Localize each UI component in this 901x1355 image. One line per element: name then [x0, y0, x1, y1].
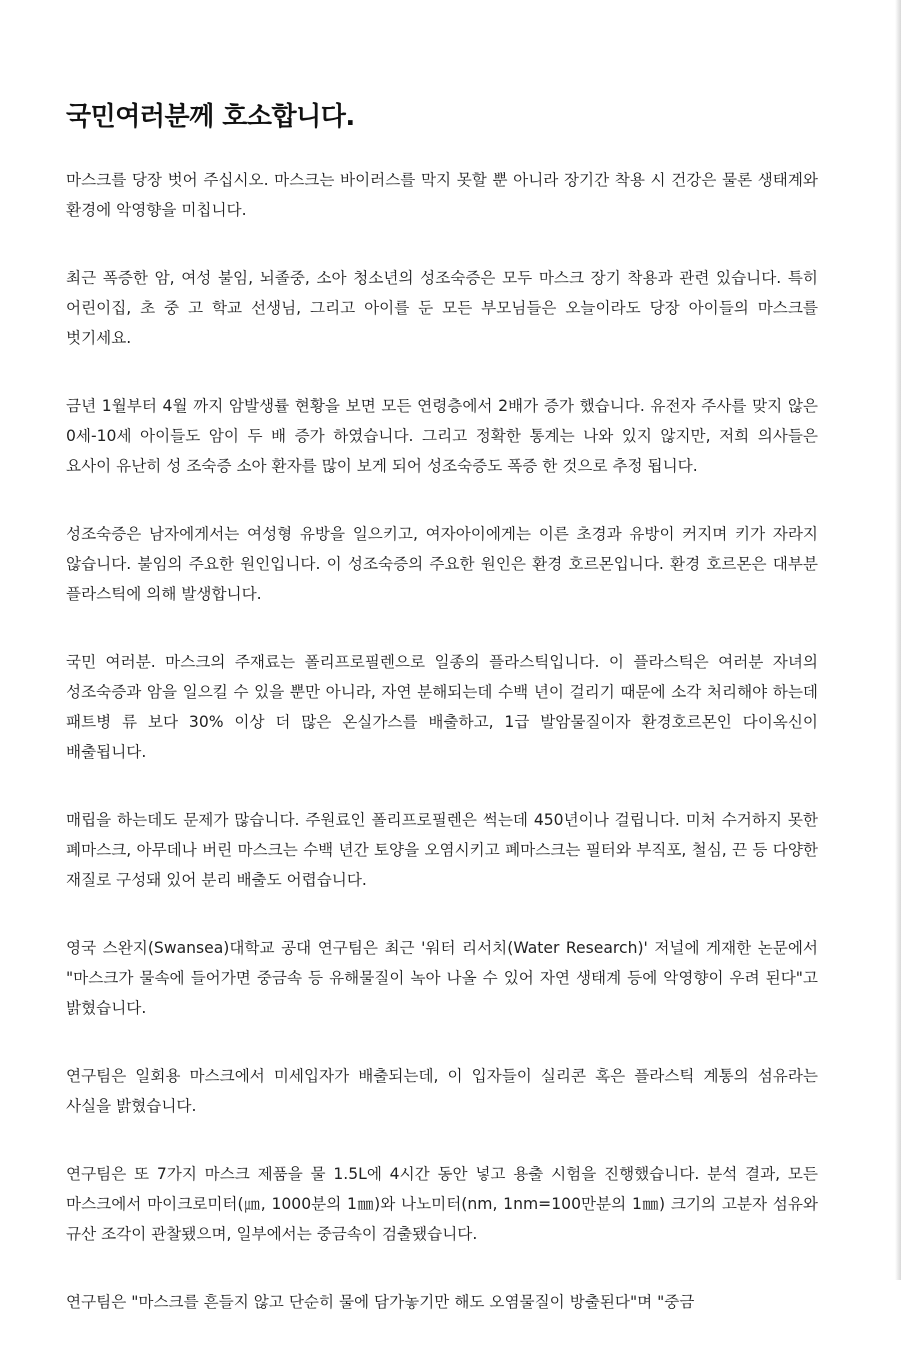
- paragraph-7: 영국 스완지(Swansea)대학교 공대 연구팀은 최근 '워터 리서치(Water Research)' 저널에 게재한 논문에서 "마스크가 물속에 들어가면 중금속 등 유해물질이 녹아 나올 수 있어 자연 생태계 등에 악영향이 우려 된다"고 밝혔습니다.: [66, 939, 818, 1017]
- paragraph-3: 금년 1월부터 4월 까지 암발생률 현황을 보면 모든 연령층에서 2배가 증가 했습니다. 유전자 주사를 맞지 않은 0세-10세 아이들도 암이 두 배 증가 하였습니다. 그리고 정확한 통계는 나와 있지 않지만, 저희 의사들은 요사이 유난히 성 조숙증 소아 환자를 많이 보게 되어 성조숙증도 폭증 한 것으로 추정 됩니다.: [66, 397, 818, 475]
- paragraph-6: 매립을 하는데도 문제가 많습니다. 주원료인 폴리프로필렌은 썩는데 450년이나 걸립니다. 미처 수거하지 못한 폐마스크, 아무데나 버린 마스크는 수백 년간 토양을 오염시키고 폐마스크는 필터와 부직포, 철심, 끈 등 다양한 재질로 구성돼 있어 분리 배출도 어렵습니다.: [66, 811, 818, 889]
- paragraph-9: 연구팀은 또 7가지 마스크 제품을 물 1.5L에 4시간 동안 넣고 용출 시험을 진행했습니다. 분석 결과, 모든 마스크에서 마이크로미터(㎛, 1000분의 1㎜)와 나노미터(nm, 1nm=100만분의 1㎜) 크기의 고분자 섬유와 규산 조각이 관찰됐으며, 일부에서는 중금속이 검출됐습니다.: [66, 1165, 818, 1243]
- paragraph-5: 국민 여러분. 마스크의 주재료는 폴리프로필렌으로 일종의 플라스틱입니다. 이 플라스틱은 여러분 자녀의 성조숙증과 암을 일으킬 수 있을 뿐만 아니라, 자연 분해되는데 수백 년이 걸리기 때문에 소각 처리해야 하는데 패트병 류 보다 30% 이상 더 많은 온실가스를 배출하고, 1급 발암물질이자 환경호르몬인 다이옥신이 배출됩니다.: [66, 653, 818, 761]
- paragraph-2: 최근 폭증한 암, 여성 불임, 뇌졸중, 소아 청소년의 성조숙증은 모두 마스크 장기 착용과 관련 있습니다. 특히 어린이집, 초 중 고 학교 선생님, 그리고 아이를 둔 모든 부모님들은 오늘이라도 당장 아이들의 마스크를 벗기세요.: [66, 269, 818, 347]
- page-edge-shadow: [895, 0, 901, 1280]
- paragraph-4: 성조숙증은 남자에게서는 여성형 유방을 일으키고, 여자아이에게는 이른 초경과 유방이 커지며 키가 자라지 않습니다. 불임의 주요한 원인입니다. 이 성조숙증의 주요한 원인은 환경 호르몬입니다. 환경 호르몬은 대부분 플라스틱에 의해 발생합니다.: [66, 525, 818, 603]
- paragraph-8: 연구팀은 일회용 마스크에서 미세입자가 배출되는데, 이 입자들이 실리콘 혹은 플라스틱 계통의 섬유라는 사실을 밝혔습니다.: [66, 1067, 818, 1115]
- paragraph-1: 마스크를 당장 벗어 주십시오. 마스크는 바이러스를 막지 못할 뿐 아니라 장기간 착용 시 건강은 물론 생태계와 환경에 악영향을 미칩니다.: [66, 171, 818, 219]
- document-body: [66, 165, 818, 1355]
- document-title: 국민여러분께 호소합니다.: [66, 102, 355, 132]
- paragraph-10: 연구팀은 "마스크를 흔들지 않고 단순히 물에 담가놓기만 해도 오염물질이 방출된다"며 "중금: [66, 1293, 695, 1311]
